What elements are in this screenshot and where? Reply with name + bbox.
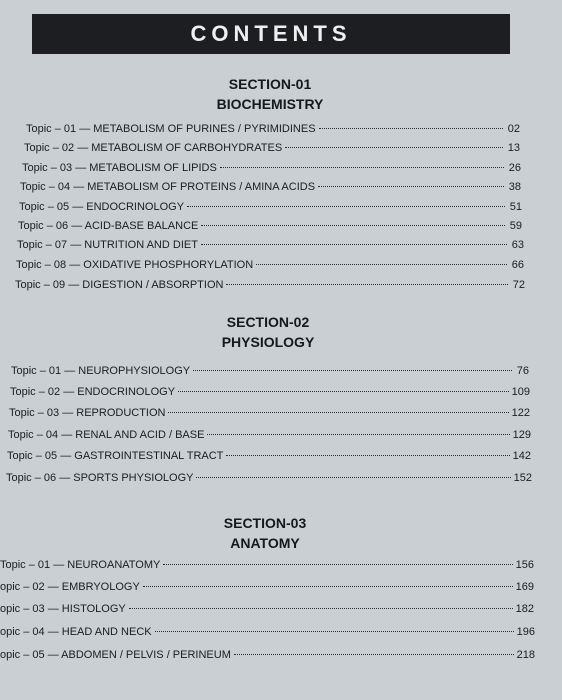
- toc-entry-biochem-04[interactable]: [20, 180, 521, 194]
- leader-dots: [143, 586, 513, 587]
- entry-label: Topic – 03 — METABOLISM OF LIPIDS: [22, 162, 217, 174]
- entry-page: 152: [513, 472, 532, 484]
- entry-page: 02: [507, 123, 520, 135]
- entry-page: 142: [512, 450, 531, 462]
- leader-dots: [168, 412, 508, 413]
- entry-label: opic – 03 — HISTOLOGY: [0, 603, 126, 615]
- leader-dots: [207, 434, 509, 435]
- entry-label: Topic – 02 — ENDOCRINOLOGY: [10, 386, 176, 398]
- section-01-label: SECTION-01: [228, 76, 312, 92]
- section-02-label: SECTION-02: [226, 314, 310, 330]
- entry-label: Topic – 01 — NEUROANATOMY: [0, 559, 161, 571]
- toc-entry-physio-06[interactable]: [6, 471, 532, 485]
- section-01-title: BIOCHEMISTRY: [216, 96, 324, 112]
- entry-page: 63: [511, 239, 524, 251]
- leader-dots: [285, 147, 503, 148]
- entry-label: Topic – 05 — ENDOCRINOLOGY: [19, 201, 185, 213]
- toc-entry-biochem-06[interactable]: [18, 219, 522, 233]
- toc-entry-physio-02[interactable]: [10, 385, 530, 399]
- entry-page: 169: [515, 581, 534, 593]
- entry-label: Topic – 08 — OXIDATIVE PHOSPHORYLATION: [16, 259, 254, 271]
- leader-dots: [201, 244, 507, 245]
- entry-page: 13: [507, 142, 520, 154]
- entry-label: opic – 02 — EMBRYOLOGY: [0, 581, 140, 593]
- entry-label: Topic – 03 — REPRODUCTION: [9, 407, 166, 419]
- entry-label: Topic – 07 — NUTRITION AND DIET: [17, 239, 198, 251]
- toc-entry-physio-04[interactable]: [8, 428, 531, 442]
- leader-dots: [319, 128, 503, 129]
- toc-entry-biochem-01[interactable]: [26, 122, 520, 136]
- leader-dots: [129, 608, 513, 609]
- toc-entry-biochem-08[interactable]: [16, 258, 524, 272]
- leader-dots: [256, 264, 507, 265]
- toc-entry-physio-01[interactable]: [11, 364, 529, 378]
- entry-label: Topic – 04 — METABOLISM OF PROTEINS / AMINA ACIDS: [20, 181, 316, 193]
- section-03-title: ANATOMY: [230, 535, 300, 551]
- leader-dots: [226, 455, 509, 456]
- entry-page: 26: [508, 162, 521, 174]
- toc-entry-biochem-07[interactable]: [17, 238, 524, 252]
- leader-dots: [187, 206, 505, 207]
- toc-entry-anatomy-01[interactable]: [0, 558, 534, 572]
- toc-entry-biochem-09[interactable]: [15, 278, 525, 292]
- leader-dots: [226, 284, 508, 285]
- section-01-header: [170, 75, 370, 115]
- entry-page: 76: [516, 365, 529, 377]
- entry-label: Topic – 04 — RENAL AND ACID / BASE: [8, 429, 205, 441]
- section-02-title: PHYSIOLOGY: [221, 334, 315, 350]
- toc-entry-physio-05[interactable]: [7, 449, 531, 463]
- entry-label: Topic – 09 — DIGESTION / ABSORPTION: [15, 279, 224, 291]
- section-02-header: [168, 313, 368, 353]
- entry-page: 59: [509, 220, 522, 232]
- entry-label: Topic – 02 — METABOLISM OF CARBOHYDRATES: [24, 142, 283, 154]
- leader-dots: [318, 186, 504, 187]
- leader-dots: [201, 225, 505, 226]
- entry-page: 182: [515, 603, 534, 615]
- entry-label: opic – 04 — HEAD AND NECK: [0, 626, 152, 638]
- leader-dots: [196, 477, 510, 478]
- entry-page: 196: [516, 626, 535, 638]
- leader-dots: [193, 370, 512, 371]
- entry-page: 122: [511, 407, 530, 419]
- entry-label: Topic – 06 — ACID-BASE BALANCE: [18, 220, 199, 232]
- entry-page: 51: [509, 201, 522, 213]
- contents-banner: [32, 14, 510, 54]
- entry-label: Topic – 05 — GASTROINTESTINAL TRACT: [7, 450, 224, 462]
- toc-entry-anatomy-04[interactable]: [0, 625, 535, 639]
- contents-heading: CONTENTS: [190, 21, 352, 46]
- toc-entry-anatomy-05[interactable]: [0, 648, 535, 662]
- toc-entry-anatomy-03[interactable]: [0, 602, 534, 616]
- toc-entry-anatomy-02[interactable]: [0, 580, 534, 594]
- toc-entry-biochem-02[interactable]: [24, 141, 520, 155]
- leader-dots: [163, 564, 512, 565]
- leader-dots: [155, 631, 514, 632]
- entry-page: 72: [512, 279, 525, 291]
- leader-dots: [234, 654, 514, 655]
- entry-label: Topic – 01 — METABOLISM OF PURINES / PYRIMIDINES: [26, 123, 316, 135]
- toc-entry-biochem-05[interactable]: [19, 200, 522, 214]
- entry-page: 129: [512, 429, 531, 441]
- entry-label: opic – 05 — ABDOMEN / PELVIS / PERINEUM: [0, 649, 231, 661]
- toc-entry-biochem-03[interactable]: [22, 161, 521, 175]
- section-03-header: [165, 514, 365, 554]
- entry-page: 218: [516, 649, 535, 661]
- entry-page: 66: [511, 259, 524, 271]
- leader-dots: [178, 391, 509, 392]
- entry-page: 38: [508, 181, 521, 193]
- section-03-label: SECTION-03: [223, 515, 307, 531]
- entry-page: 109: [511, 386, 530, 398]
- entry-page: 156: [515, 559, 534, 571]
- entry-label: Topic – 01 — NEUROPHYSIOLOGY: [11, 365, 191, 377]
- leader-dots: [220, 167, 504, 168]
- toc-entry-physio-03[interactable]: [9, 406, 530, 420]
- entry-label: Topic – 06 — SPORTS PHYSIOLOGY: [6, 472, 194, 484]
